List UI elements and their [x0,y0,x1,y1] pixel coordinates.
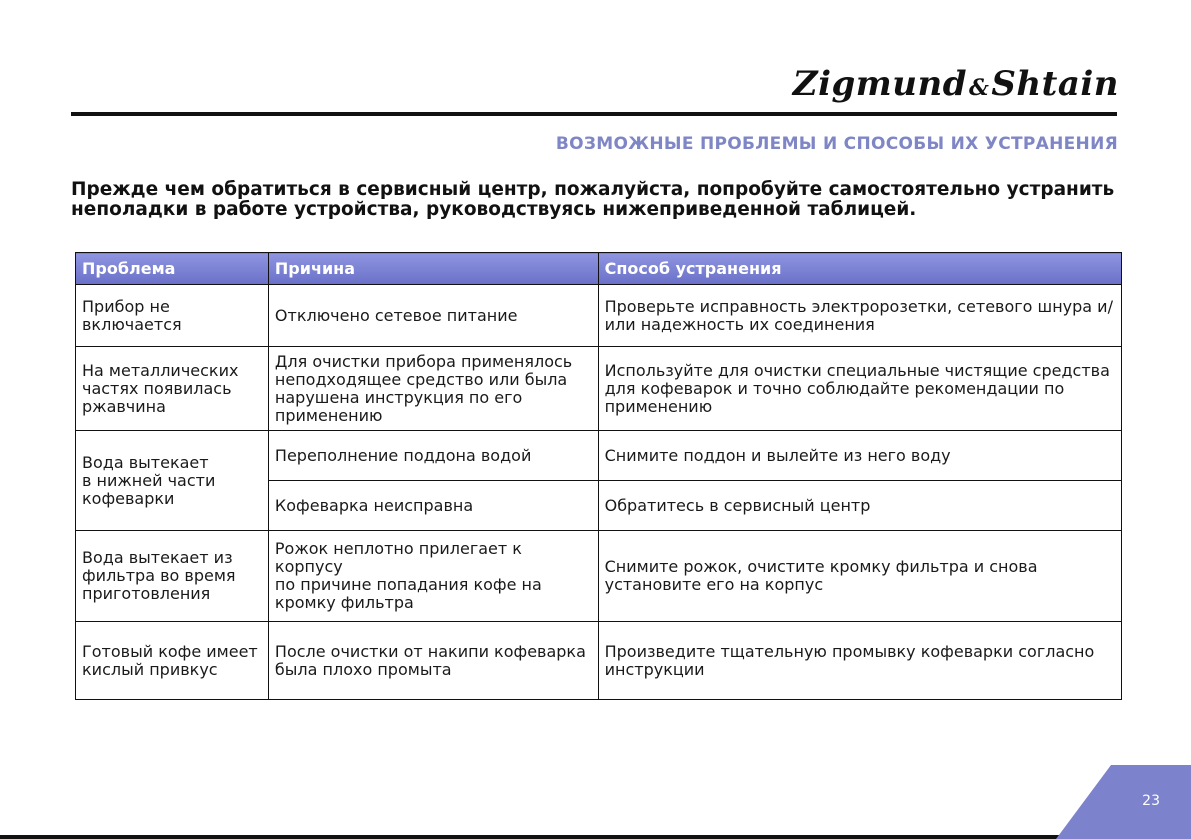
cell-line: для кофеварок и точно соблюдайте рекомендации по [604,378,1065,398]
page-number: 23 [1142,793,1160,809]
cell-line: кофеварки [82,488,175,508]
cell-line: нарушена инструкция по его [274,387,523,407]
cell-line: Проверьте исправность электророзетки, сетевого шнура и/ [604,296,1113,316]
section-title: ВОЗМОЖНЫЕ ПРОБЛЕМЫ И СПОСОБЫ ИХ УСТРАНЕНИЯ [555,134,1118,154]
cell-line: Используйте для очистки специальные чистящие средства [604,360,1110,380]
cell-line: применению [274,405,383,425]
solution-cell [598,481,1121,531]
cell-line: включается [82,314,182,334]
cell-line: кромку фильтра [274,593,414,612]
solution-cell [598,622,1121,700]
cause-cell [268,622,598,700]
page-corner-tab [1056,765,1191,839]
cause-cell [268,481,598,531]
cause-cell [268,531,598,622]
cause-cell [268,285,598,347]
cell-line: по причине попадания кофе на [274,575,542,594]
table-row [76,347,1122,431]
table-row [76,431,1122,481]
cause-cell [268,347,598,431]
problem-cell [76,622,269,700]
cell-line: Готовый кофе имеет [82,641,258,661]
cell-line: применению [604,396,713,416]
brand-name-part1: Zigmund [792,64,967,104]
intro-text [71,180,1117,220]
table-row [76,622,1122,700]
cell-line: кислый привкус [82,659,218,679]
footer-rule [0,835,1191,839]
brand-logo [793,64,1119,104]
table-row [76,285,1122,347]
cell-line: Снимите поддон и вылейте из него воду [604,445,951,465]
cell-line: Рожок неплотно прилегает к корпусу [274,539,522,576]
cell-line: Произведите тщательную промывку кофеварки согласно [604,641,1095,661]
cell-line: Вода вытекает [82,452,209,472]
intro-line: неполадки в работе устройства, руководствуясь нижеприведенной таблицей. [71,199,917,220]
header-solution: Способ устранения [598,253,1121,285]
cell-line: была плохо промыта [274,659,452,679]
problem-cell [76,431,269,531]
cell-line: Отключено сетевое питание [274,305,518,325]
problem-cell [76,285,269,347]
cell-line: ржавчина [82,396,166,416]
cell-line: Переполнение поддона водой [274,445,532,465]
cell-line: или надежность их соединения [604,314,875,334]
intro-line: Прежде чем обратиться в сервисный центр, пожалуйста, попробуйте самостоятельно устранить [71,179,1115,200]
cell-line: На металлических [82,360,239,380]
cell-line: После очистки от накипи кофеварка [274,641,586,661]
cell-line: установите его на корпус [604,575,824,594]
solution-cell [598,347,1121,431]
solution-cell [598,431,1121,481]
brand-ampersand: & [968,75,990,101]
header-cause: Причина [268,253,598,285]
brand-name-part2: Shtain [991,64,1119,104]
cell-line: Обратитесь в сервисный центр [604,495,871,515]
cell-line: Вода вытекает из [82,548,233,567]
cell-line: Кофеварка неисправна [274,495,474,515]
table-row [76,531,1122,622]
header-rule [71,112,1117,116]
solution-cell [598,531,1121,622]
cause-cell [268,431,598,481]
cell-line: частях появилась [82,378,232,398]
cell-line: Снимите рожок, очистите кромку фильтра и снова [604,557,1038,576]
cell-line: инструкции [604,659,705,679]
troubleshooting-table [75,252,1122,700]
cell-line: фильтра во время [82,566,236,585]
cell-line: неподходящее средство или была [274,369,568,389]
table-header-row [76,253,1122,285]
cell-line: Прибор не [82,296,170,316]
cell-line: Для очистки прибора применялось [274,351,573,371]
cell-line: в нижней части [82,470,216,490]
problem-cell [76,347,269,431]
cell-line: приготовления [82,584,211,603]
problem-cell [76,531,269,622]
header-problem: Проблема [76,253,269,285]
solution-cell [598,285,1121,347]
